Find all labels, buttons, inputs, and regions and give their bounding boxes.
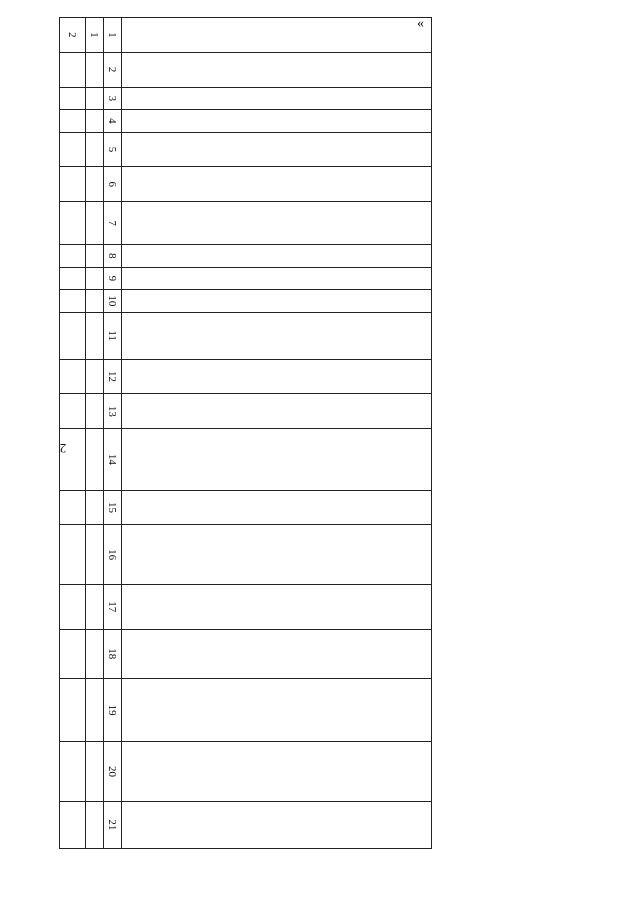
row2-empty-cell: [86, 394, 104, 429]
row3-empty-cell: [60, 801, 86, 848]
row3-empty-cell: [60, 525, 86, 584]
header-cell-21: [122, 801, 432, 848]
header-cell-16: [122, 525, 432, 584]
header-cell-14: [122, 429, 432, 490]
col-number-17: 17: [104, 584, 122, 629]
header-cell-6: [122, 167, 432, 202]
header-cell-3: [122, 87, 432, 110]
row3-empty-cell: [60, 312, 86, 359]
header-cell-13: [122, 394, 432, 429]
row2-empty-cell: [86, 202, 104, 245]
header-cell-5: [122, 132, 432, 167]
row3-empty-cell: [60, 429, 86, 490]
col-number-19: 19: [104, 678, 122, 741]
col-number-10: 10: [104, 290, 122, 313]
header-cell-9: [122, 267, 432, 290]
row2-empty-cell: [86, 52, 104, 87]
row2-empty-cell: [86, 359, 104, 394]
registry-columns-table: [59, 17, 432, 849]
row3-empty-cell: [60, 290, 86, 313]
header-cell-11: [122, 312, 432, 359]
row3-empty-cell: [60, 167, 86, 202]
col-number-4: 4: [104, 110, 122, 133]
col-number-12: 12: [104, 359, 122, 394]
row3-empty-cell: [60, 678, 86, 741]
header-cell-10: [122, 290, 432, 313]
registry-table: [60, 17, 432, 849]
col-number-1: 1: [104, 18, 122, 53]
row3-empty-cell: [60, 87, 86, 110]
col-number-18: 18: [104, 629, 122, 678]
row2-empty-cell: [86, 267, 104, 290]
row2-empty-cell: [86, 629, 104, 678]
row3-empty-cell: [60, 267, 86, 290]
row3-empty-cell: [60, 110, 86, 133]
row2-empty-cell: [86, 290, 104, 313]
header-cell-1: [122, 18, 432, 53]
row2-empty-cell: [86, 801, 104, 848]
col-number-9: 9: [104, 267, 122, 290]
row3-empty-cell: [60, 490, 86, 525]
row3-empty-cell: [60, 52, 86, 87]
row2-empty-cell: [86, 87, 104, 110]
header-cell-8: [122, 245, 432, 268]
header-cell-2: [122, 52, 432, 87]
corner-quote-mark: »: [417, 17, 424, 32]
col-number-7: 7: [104, 202, 122, 245]
col-number-11: 11: [104, 312, 122, 359]
header-cell-7: [122, 202, 432, 245]
col-number-5: 5: [104, 132, 122, 167]
col-number-21: 21: [104, 801, 122, 848]
header-cell-4: [122, 110, 432, 133]
header-cell-18: [122, 629, 432, 678]
col-number-20: 20: [104, 742, 122, 801]
row2-empty-cell: [86, 525, 104, 584]
col-number-14: 14: [104, 429, 122, 490]
page-number: 2: [59, 441, 67, 456]
row2-empty-cell: [86, 312, 104, 359]
row3-empty-cell: [60, 742, 86, 801]
row2-cell-1: 1: [86, 18, 104, 53]
col-number-16: 16: [104, 525, 122, 584]
row2-empty-cell: [86, 678, 104, 741]
row3-cell-1: 2: [60, 18, 86, 53]
col-number-3: 3: [104, 87, 122, 110]
col-number-2: 2: [104, 52, 122, 87]
header-cell-19: [122, 678, 432, 741]
row2-empty-cell: [86, 490, 104, 525]
row3-empty-cell: [60, 629, 86, 678]
row3-empty-cell: [60, 132, 86, 167]
header-cell-12: [122, 359, 432, 394]
row3-empty-cell: [60, 394, 86, 429]
row3-empty-cell: [60, 584, 86, 629]
row2-empty-cell: [86, 245, 104, 268]
header-cell-15: [122, 490, 432, 525]
row2-empty-cell: [86, 110, 104, 133]
col-number-15: 15: [104, 490, 122, 525]
row2-empty-cell: [86, 584, 104, 629]
row3-empty-cell: [60, 359, 86, 394]
row2-empty-cell: [86, 742, 104, 801]
row2-empty-cell: [86, 132, 104, 167]
header-cell-17: [122, 584, 432, 629]
col-number-13: 13: [104, 394, 122, 429]
row2-empty-cell: [86, 167, 104, 202]
col-number-6: 6: [104, 167, 122, 202]
col-number-8: 8: [104, 245, 122, 268]
row2-empty-cell: [86, 429, 104, 490]
row3-empty-cell: [60, 245, 86, 268]
header-cell-20: [122, 742, 432, 801]
row3-empty-cell: [60, 202, 86, 245]
